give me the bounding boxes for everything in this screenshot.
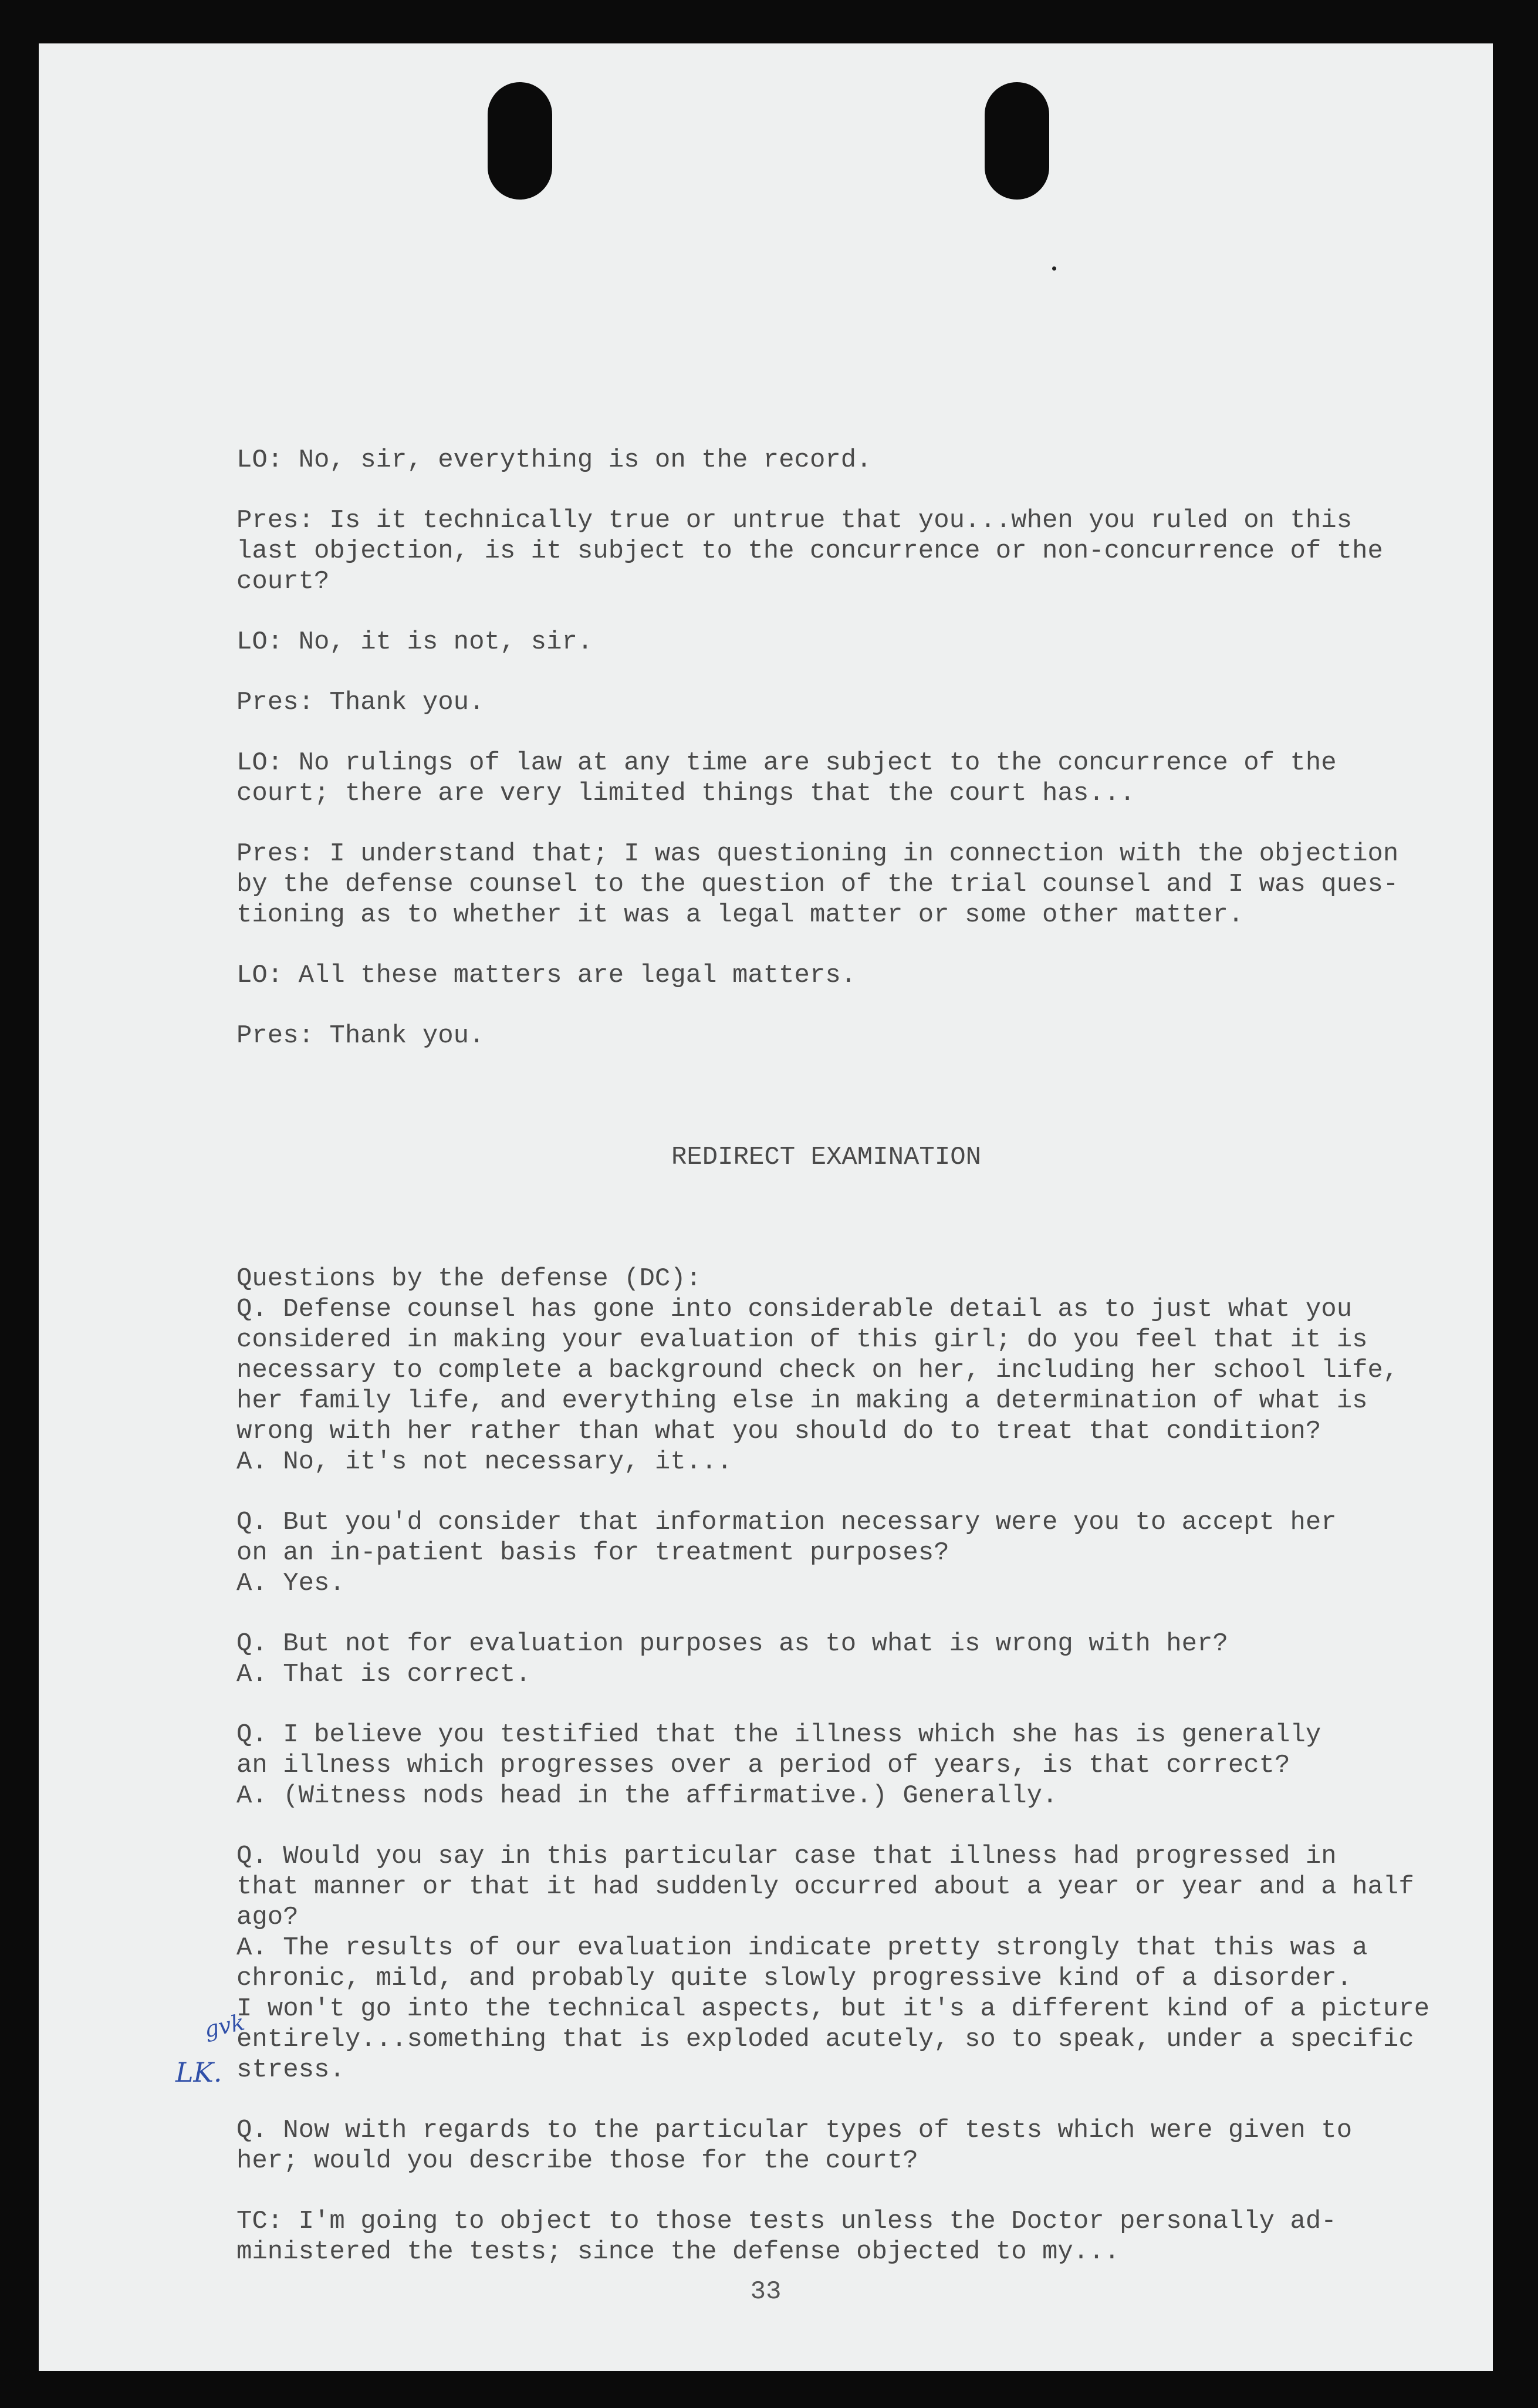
ink-speck: [1052, 266, 1056, 271]
paragraph: [236, 2115, 1439, 2176]
text-line: stress.: [236, 2055, 345, 2085]
section-heading: REDIRECT EXAMINATION: [671, 1143, 982, 1172]
text-line: Q. Would you say in this particular case that illness had progressed in: [236, 1842, 1337, 1871]
paragraph: [236, 627, 1439, 657]
text-line: on an in-patient basis for treatment purposes?: [236, 1538, 949, 1568]
paragraph: [236, 1507, 1439, 1599]
text-line: necessary to complete a background check on her, including her school life,: [236, 1356, 1399, 1385]
text-line: Pres: Is it technically true or untrue that you...when you ruled on this: [236, 506, 1353, 535]
text-line: that manner or that it had suddenly occurred about a year or year and a half: [236, 1872, 1414, 1902]
document-page: [39, 43, 1493, 2371]
text-line: I won't go into the technical aspects, but it's a different kind of a picture: [236, 1994, 1430, 2024]
paragraph: [236, 1629, 1439, 1690]
text-line: tioning as to whether it was a legal matter or some other matter.: [236, 900, 1244, 930]
paragraph: [236, 1264, 1439, 1477]
paragraph: [236, 960, 1439, 991]
testimony-section: [236, 445, 1439, 1051]
punch-hole: [488, 82, 552, 200]
transcript-text: [236, 384, 1439, 2358]
text-line: ministered the tests; since the defense objected to my...: [236, 2237, 1120, 2267]
text-line: A. (Witness nods head in the affirmative.) Generally.: [236, 1781, 1058, 1811]
text-line: by the defense counsel to the question of the trial counsel and I was ques-: [236, 870, 1399, 899]
text-line: Pres: I understand that; I was questioning in connection with the objection: [236, 839, 1399, 869]
text-line: wrong with her rather than what you should do to treat that condition?: [236, 1417, 1321, 1446]
text-line: last objection, is it subject to the concurrence or non-concurrence of the: [236, 536, 1383, 566]
paragraph: [236, 1720, 1439, 1811]
text-line: her family life, and everything else in making a determination of what is: [236, 1386, 1368, 1416]
text-line: chronic, mild, and probably quite slowly progressive kind of a disorder.: [236, 1964, 1353, 1993]
text-line: Q. I believe you testified that the illness which she has is generally: [236, 1720, 1321, 1750]
text-line: Q. But you'd consider that information necessary were you to accept her: [236, 1508, 1337, 1537]
text-line: A. The results of our evaluation indicate pretty strongly that this was a: [236, 1933, 1368, 1963]
text-line: Pres: Thank you.: [236, 688, 485, 717]
text-line: A. No, it's not necessary, it...: [236, 1447, 732, 1477]
paragraph: [236, 505, 1439, 597]
text-line: court; there are very limited things that the court has...: [236, 779, 1135, 808]
text-line: court?: [236, 567, 330, 596]
text-line: her; would you describe those for the court?: [236, 2146, 918, 2176]
text-line: LO: No rulings of law at any time are subject to the concurrence of the: [236, 748, 1337, 778]
text-line: LO: No, it is not, sir.: [236, 627, 593, 657]
paragraph: [236, 1841, 1439, 2085]
paragraph: [236, 748, 1439, 809]
redirect-examination-section: [236, 1264, 1439, 2267]
text-line: Q. Now with regards to the particular types of tests which were given to: [236, 2116, 1353, 2145]
text-line: LO: No, sir, everything is on the record.: [236, 445, 872, 475]
text-line: Q. Defense counsel has gone into considerable detail as to just what you: [236, 1295, 1353, 1324]
text-line: ago?: [236, 1903, 299, 1932]
handwritten-initials-margin: LK.: [175, 2056, 222, 2088]
handwritten-initials-top: gvk: [202, 2009, 247, 2043]
text-line: considered in making your evaluation of this girl; do you feel that it is: [236, 1325, 1368, 1355]
text-line: A. Yes.: [236, 1569, 345, 1598]
paragraph: [236, 687, 1439, 718]
page-number: 33: [750, 2277, 782, 2306]
text-line: entirely...something that is exploded acutely, so to speak, under a specific: [236, 2025, 1414, 2054]
paragraph: [236, 1021, 1439, 1051]
paragraph: [236, 839, 1439, 930]
text-line: TC: I'm going to object to those tests unless the Doctor personally ad-: [236, 2207, 1337, 2236]
text-line: A. That is correct.: [236, 1660, 531, 1689]
paragraph: [236, 2206, 1439, 2267]
text-line: LO: All these matters are legal matters.: [236, 961, 857, 990]
text-line: an illness which progresses over a period of years, is that correct?: [236, 1751, 1290, 1780]
text-line: Questions by the defense (DC):: [236, 1264, 702, 1294]
text-line: Pres: Thank you.: [236, 1021, 485, 1051]
text-line: Q. But not for evaluation purposes as to what is wrong with her?: [236, 1629, 1228, 1659]
paragraph: [236, 445, 1439, 475]
punch-hole: [985, 82, 1049, 200]
